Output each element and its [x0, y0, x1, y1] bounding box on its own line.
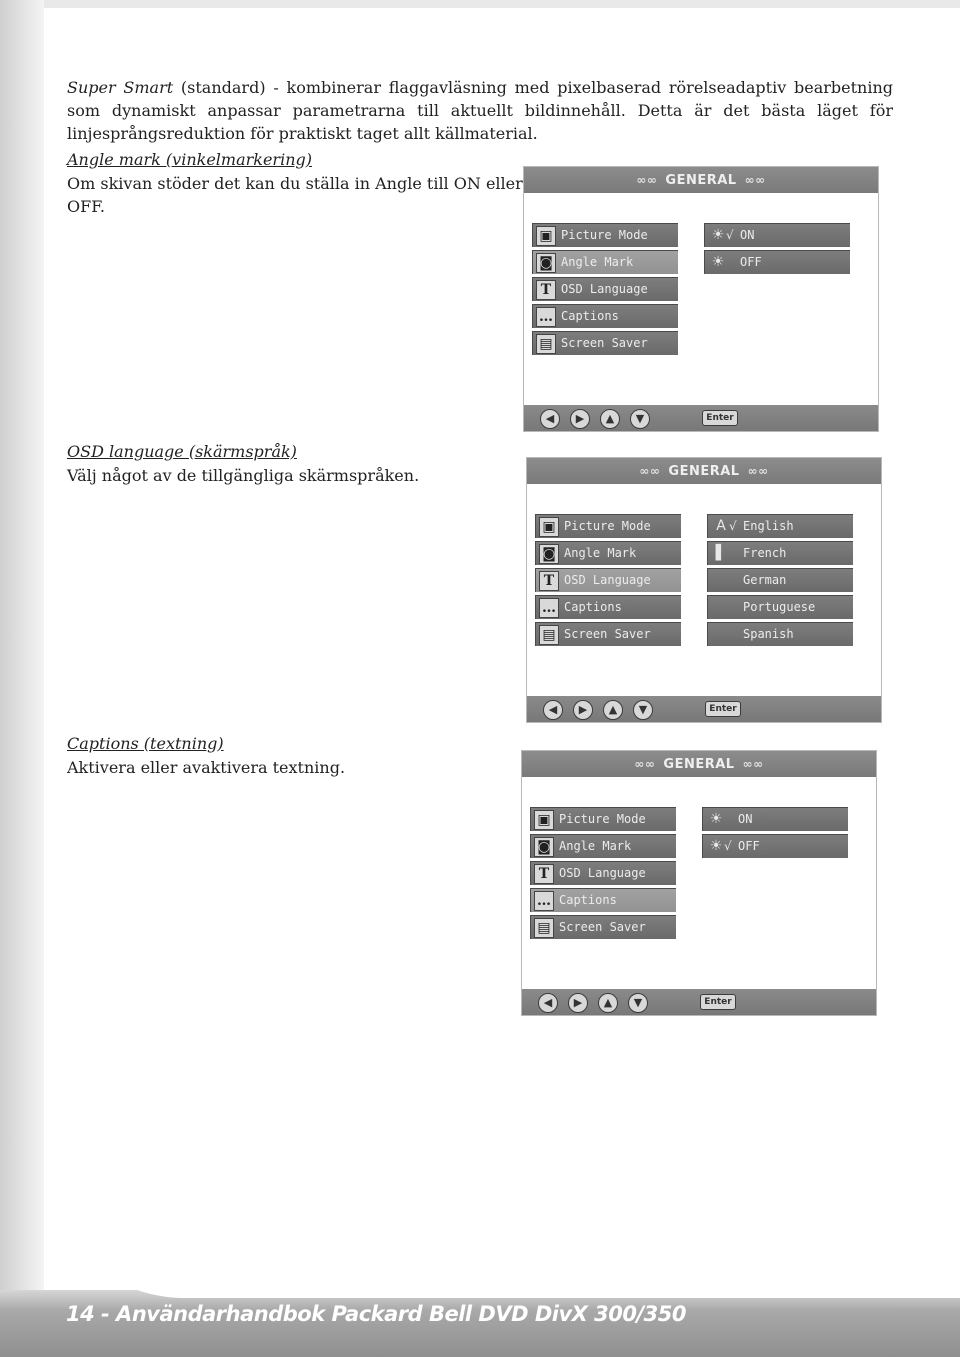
language-icon: A [716, 518, 726, 534]
text-t-icon: T [534, 864, 554, 884]
osd-title: GENERAL [668, 464, 740, 479]
osd-option-on: ☀ √ ON [704, 223, 850, 247]
section-text-angle-mark-line1: Om skivan stöder det kan du ställa in Angle till ON eller [67, 174, 523, 193]
section-heading-osd-language: OSD language (skärmspråk) [67, 442, 297, 461]
intro-mode-name: Super Smart [67, 78, 174, 97]
osd-title-bar [522, 751, 876, 777]
lightbulb-icon: ☀ [709, 811, 723, 827]
osd-screenshot-osd-language [526, 457, 882, 723]
osd-nav-bar [522, 989, 876, 1015]
picture-mode-icon: ▣ [536, 226, 556, 246]
arrow-right-icon: ▶ [568, 993, 588, 1013]
page-footer: 14 - Användarhandbok Packard Bell DVD DivX 300/350 [66, 1302, 687, 1326]
osd-menu-item-angle-mark: ◙ Angle Mark [535, 541, 681, 565]
osd-menu-item-captions: … Captions [532, 304, 678, 328]
tv-icon: ▤ [536, 334, 556, 354]
section-heading-captions: Captions (textning) [67, 734, 224, 753]
osd-menu-item-screen-saver: ▤ Screen Saver [530, 915, 676, 939]
osd-menu-item-captions: … Captions [535, 595, 681, 619]
osd-screenshot-captions [521, 750, 877, 1016]
osd-title-bar [527, 458, 881, 484]
lightbulb-icon: ☀ [711, 227, 725, 243]
intro-paragraph [67, 76, 893, 145]
osd-menu-item-picture-mode: ▣ Picture Mode [532, 223, 678, 247]
osd-nav-bar [524, 405, 878, 431]
chain-icon: ∞∞ [639, 464, 661, 478]
osd-option-off: ☀ OFF [704, 250, 850, 274]
tv-icon: ▤ [534, 918, 554, 938]
osd-option-german: German [707, 568, 853, 592]
osd-menu-item-osd-language: T OSD Language [530, 861, 676, 885]
arrow-up-icon: ▲ [598, 993, 618, 1013]
chain-icon: ∞∞ [744, 173, 766, 187]
lightbulb-icon: ☀ [711, 254, 725, 270]
intro-text: (standard) - kombinerar flaggavläsning med pixelbaserad rörelseadaptiv bearbetning som dynamiskt anpassar parametrarna till aktuellt bildinnehåll. Detta är det bästa läget för linjesprångsreduktion för praktiskt taget allt källmaterial. [67, 78, 894, 143]
check-mark: √ [724, 839, 732, 853]
osd-menu-item-angle-mark: ◙ Angle Mark [532, 250, 678, 274]
arrow-down-icon: ▼ [628, 993, 648, 1013]
arrow-left-icon: ◀ [538, 993, 558, 1013]
text-t-icon: T [536, 280, 556, 300]
page-frame-top [0, 0, 960, 8]
check-mark: √ [726, 228, 734, 242]
enter-key-icon: Enter [700, 994, 736, 1010]
chain-icon: ∞∞ [742, 757, 764, 771]
osd-menu-item-screen-saver: ▤ Screen Saver [532, 331, 678, 355]
camera-icon: ◙ [534, 837, 554, 857]
osd-option-portuguese: Portuguese [707, 595, 853, 619]
arrow-up-icon: ▲ [603, 700, 623, 720]
text-t-icon: T [539, 571, 559, 591]
chain-icon: ∞∞ [636, 173, 658, 187]
arrow-left-icon: ◀ [540, 409, 560, 429]
arrow-down-icon: ▼ [630, 409, 650, 429]
arrow-right-icon: ▶ [573, 700, 593, 720]
enter-key-icon: Enter [705, 701, 741, 717]
camera-icon: ◙ [539, 544, 559, 564]
captions-icon: … [534, 891, 554, 911]
chain-icon: ∞∞ [634, 757, 656, 771]
picture-mode-icon: ▣ [534, 810, 554, 830]
captions-icon: … [536, 307, 556, 327]
osd-title: GENERAL [665, 173, 737, 188]
osd-title-bar [524, 167, 878, 193]
check-mark: √ [729, 519, 737, 533]
section-heading-angle-mark: Angle mark (vinkelmarkering) [67, 150, 312, 169]
osd-option-english: A √ English [707, 514, 853, 538]
arrow-left-icon: ◀ [543, 700, 563, 720]
osd-title: GENERAL [663, 757, 735, 772]
chain-icon: ∞∞ [747, 464, 769, 478]
osd-menu-item-angle-mark: ◙ Angle Mark [530, 834, 676, 858]
osd-option-off: ☀ √ OFF [702, 834, 848, 858]
osd-menu-item-screen-saver: ▤ Screen Saver [535, 622, 681, 646]
cursor-block-icon: ▌ [715, 545, 727, 561]
osd-option-spanish: Spanish [707, 622, 853, 646]
osd-menu-item-osd-language: T OSD Language [532, 277, 678, 301]
osd-menu-item-osd-language: T OSD Language [535, 568, 681, 592]
arrow-right-icon: ▶ [570, 409, 590, 429]
picture-mode-icon: ▣ [539, 517, 559, 537]
tv-icon: ▤ [539, 625, 559, 645]
osd-menu-item-captions: … Captions [530, 888, 676, 912]
osd-option-french: ▌ French [707, 541, 853, 565]
captions-icon: … [539, 598, 559, 618]
osd-nav-bar [527, 696, 881, 722]
section-text-angle-mark-line2: OFF. [67, 197, 105, 216]
lightbulb-icon: ☀ [709, 838, 723, 854]
camera-icon: ◙ [536, 253, 556, 273]
osd-menu-item-picture-mode: ▣ Picture Mode [535, 514, 681, 538]
osd-menu-item-picture-mode: ▣ Picture Mode [530, 807, 676, 831]
arrow-up-icon: ▲ [600, 409, 620, 429]
section-text-osd-language: Välj något av de tillgängliga skärmspråken. [67, 466, 420, 485]
arrow-down-icon: ▼ [633, 700, 653, 720]
osd-option-on: ☀ ON [702, 807, 848, 831]
osd-screenshot-angle-mark [523, 166, 879, 432]
enter-key-icon: Enter [702, 410, 738, 426]
section-text-captions: Aktivera eller avaktivera textning. [67, 758, 346, 777]
page-frame-left [0, 0, 44, 1357]
